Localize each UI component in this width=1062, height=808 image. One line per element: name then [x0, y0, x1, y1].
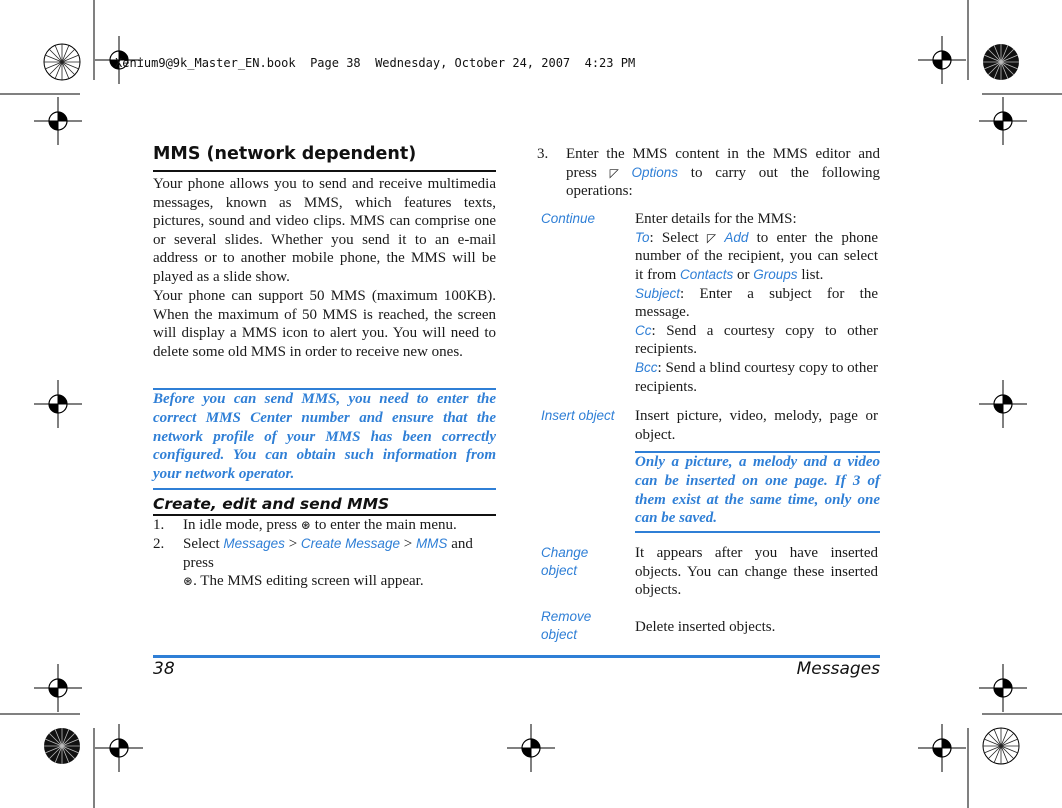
- step-3-number: 3.: [537, 146, 549, 162]
- add-softkey-label: Add: [724, 229, 749, 245]
- step-2-number: 2.: [153, 536, 165, 552]
- option-desc-change-object: It appears after you have inserted objects. You can change these inserted objects.: [635, 545, 878, 599]
- groups-link: Groups: [753, 267, 798, 283]
- step-2: [153, 535, 496, 591]
- menu-separator: >: [288, 536, 298, 552]
- left-softkey-icon: ◸: [706, 230, 717, 245]
- step-2-text-mid: and press: [183, 536, 473, 571]
- change-label-line-2: object: [541, 563, 578, 578]
- mms-setup-note: Before you can send MMS, you need to enter the correct MMS Center number and ensure that the network profile of your MMS has been correctly configured. You can obtain such information from your network operator.: [153, 391, 496, 483]
- page-number: 38: [153, 659, 175, 679]
- option-label-insert-object: Insert object: [541, 408, 615, 423]
- change-label-line-1: Change: [541, 545, 589, 560]
- step-1: [153, 516, 496, 535]
- section-title: MMS (network dependent): [153, 144, 417, 164]
- left-column: [153, 144, 496, 590]
- continue-intro: Enter details for the MMS:: [635, 211, 797, 227]
- option-label-continue: Continue: [541, 211, 596, 226]
- field-subject-text: : Enter a subject for the message.: [635, 285, 878, 321]
- menu-mms: MMS: [415, 536, 448, 551]
- contacts-link: Contacts: [680, 267, 734, 283]
- options-softkey-label: Options: [631, 164, 679, 180]
- right-column: [537, 145, 880, 655]
- menu-create-message: Create Message: [300, 536, 400, 551]
- field-bcc-label: Bcc: [635, 360, 658, 376]
- field-cc-text: : Send a courtesy copy to other recipients.: [635, 322, 878, 358]
- continue-bcc: [635, 359, 878, 396]
- step-3-text: Enter the MMS content in the MMS editor and press: [566, 146, 880, 181]
- ok-key-icon: ⊛: [183, 574, 194, 589]
- left-softkey-icon: ◸: [609, 165, 619, 180]
- step-1-text-end: to enter the main menu.: [314, 517, 457, 533]
- option-desc-continue: [635, 210, 878, 396]
- field-to-text-mid: to enter the phone number of the recipient, you can select it from: [635, 229, 878, 284]
- step-1-text: In idle mode, press: [183, 517, 298, 533]
- step-1-number: 1.: [153, 517, 165, 533]
- step-2-text: Select: [183, 536, 220, 552]
- option-label-change-object: [541, 544, 588, 580]
- continue-subject: [635, 285, 878, 322]
- field-bcc-text: : Send a blind courtesy copy to other recipients.: [635, 360, 878, 395]
- field-to-label: To: [635, 229, 650, 245]
- ok-key-icon: ⊛: [300, 518, 311, 533]
- option-desc-remove-object: Delete inserted objects.: [635, 619, 776, 635]
- insert-note-rule-bottom: [635, 531, 880, 533]
- field-cc-label: Cc: [635, 322, 652, 338]
- book-header-slug: Xenium9@9k_Master_EN.book Page 38 Wednesday, October 24, 2007 4:23 PM: [115, 56, 636, 70]
- intro-paragraph-1: Your phone allows you to send and receive multimedia messages, known as MMS, which features texts, pictures, sound and video clips. MMS can comprise one or several slides. Whether you send it to an e-mail address or to another mobile phone, the MMS will be played as a slide show.: [153, 176, 496, 285]
- field-to-end: list.: [801, 267, 824, 284]
- title-rule: [153, 170, 496, 172]
- subsection-title: Create, edit and send MMS: [153, 495, 390, 513]
- menu-messages: Messages: [223, 536, 285, 551]
- field-subject-label: Subject: [635, 285, 681, 301]
- menu-separator: >: [403, 536, 413, 552]
- field-to-text: : Select: [649, 229, 699, 246]
- option-desc-insert-object: Insert picture, video, melody, page or object.: [635, 408, 878, 443]
- step-3: [537, 145, 880, 201]
- footer-rule: [153, 655, 880, 658]
- step-2-text-end: . The MMS editing screen will appear.: [193, 573, 424, 590]
- step-3-text-end: to carry out the following operations:: [566, 164, 881, 200]
- note-rule-bottom: [153, 488, 496, 490]
- remove-label-line-1: Remove: [541, 609, 592, 624]
- continue-to: [635, 229, 878, 285]
- remove-label-line-2: object: [541, 627, 578, 642]
- intro-paragraph-2: Your phone can support 50 MMS (maximum 100KB). When the maximum of 50 MMS is reached, the screen will display a MMS icon to alert you. You will need to delete some old MMS in order to receive new ones.: [153, 288, 496, 360]
- field-to-or: or: [737, 267, 750, 284]
- section-name: Messages: [796, 659, 880, 679]
- option-label-remove-object: [541, 608, 591, 644]
- insert-object-note: Only a picture, a melody and a video can be inserted on one page. If 3 of them exist at the same time, only one can be saved.: [635, 454, 880, 527]
- continue-cc: [635, 322, 878, 359]
